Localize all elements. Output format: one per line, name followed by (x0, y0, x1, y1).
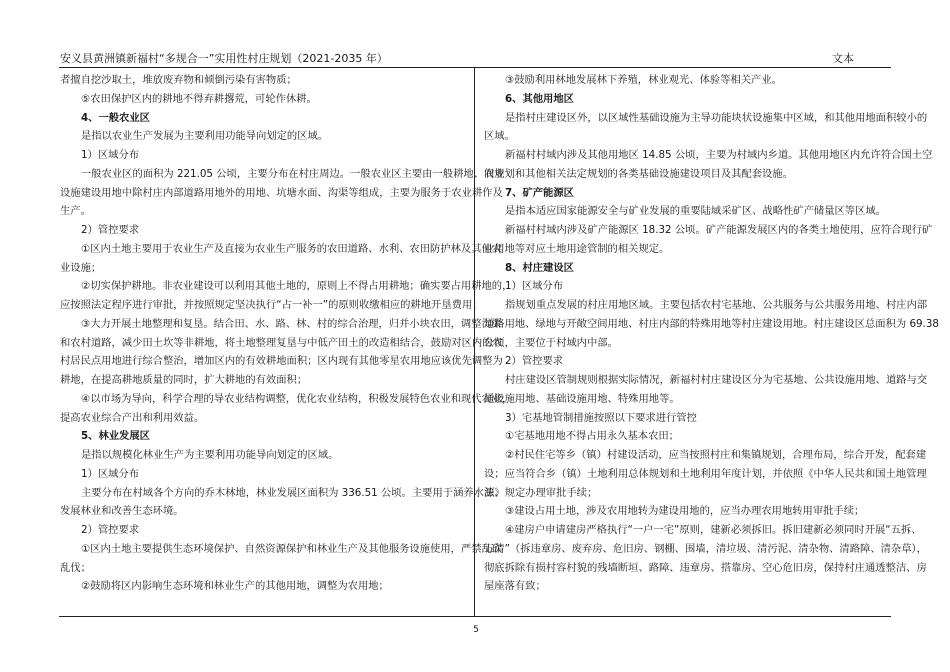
paragraph-line: 应按照法定程序进行审批，并按照规定坚决执行“占一补一”的原则收缴相应的耕地开垦费用； (60, 299, 483, 311)
document-header-title: 安义县黄洲镇新福村“多规合一”实用性村庄规划（2021-2035 年） (60, 52, 388, 65)
paragraph-line: 2）管控要求 (81, 224, 140, 236)
paragraph-line: ⑤农田保护区内的耕地不得弃耕撂荒，可轮作休耕。 (81, 92, 317, 105)
paragraph-line: ③鼓励利用林地发展林下养殖，林业观光、体验等相关产业。 (505, 74, 782, 86)
footer-rule (59, 616, 891, 617)
paragraph-line: 新福村村域内涉及其他用地区 14.85 公顷，主要为村域内乡道。其他用地区内允许符合国土空 (505, 149, 933, 161)
paragraph-line: ④以市场为导向，科学合理的导农业结构调整，优化农业结构，积极发展特色农业和现代农业， (81, 392, 513, 405)
paragraph-line: 提高农业综合产出和利用效益。 (60, 411, 205, 424)
paragraph-line: 设；应当符合乡（镇）土地利用总体规划和土地利用年度计划，并依照《中华人民共和国土地管理 (484, 467, 927, 480)
document-type-label: 文本 (832, 52, 854, 65)
right-column (484, 71, 939, 596)
paragraph-line: 2）管控要求 (81, 524, 140, 536)
paragraph-line: 一般农业区的面积为 221.05 公顷，主要分布在村庄周边。一般农业区主要由一般耕地、农业 (81, 167, 505, 180)
paragraph-line: ④建房户申请建房严格执行“一户一宅”原则，建新必须拆旧。拆旧建新必须同时开展“五拆、 (505, 524, 922, 536)
paragraph-line: 者擅自挖沙取土，堆放废弃物和倾倒污染有害物质； (60, 74, 297, 86)
paragraph-line: 间规划和其他相关法定规划的各类基础设施建设项目及其配套设施。 (484, 167, 793, 180)
paragraph-line: 和农村道路，减少田土坎等非耕地，将土地整理复垦与中低产田土的改造相结合，鼓励对区内的农 (60, 336, 503, 349)
section-heading: 5、林业发展区 (81, 430, 150, 443)
paragraph-line: 发展林业和改善生态环境。 (60, 505, 184, 518)
paragraph-line: ②村民住宅等乡（镇）村建设活动，应当按照村庄和集镇规划，合理布局，综合开发，配套建 (505, 449, 927, 461)
section-heading: 8、村庄建设区 (505, 261, 574, 274)
paragraph-line: 是指以规模化林业生产为主要利用功能导向划定的区域。 (81, 449, 339, 461)
paragraph-line: ②鼓励将区内影响生态环境和林业生产的其他用地，调整为农用地； (81, 580, 389, 593)
paragraph-line: 区域。 (484, 130, 515, 143)
paragraph-line: 业设施； (60, 261, 102, 274)
paragraph-line: 1）区域分布 (505, 280, 564, 293)
section-heading: 6、其他用地区 (505, 92, 574, 105)
column-divider (474, 68, 475, 616)
paragraph-line: ③大力开展土地整理和复垦。结合田、水、路、林、村的综合治理，归并小块农田，调整沟渠 (81, 317, 503, 330)
paragraph-line: ①区内土地主要用于农业生产及直接为农业生产服务的农田道路、水利、农田防护林及其他农 (81, 242, 503, 255)
header-rule (59, 67, 891, 68)
paragraph-line: 设施建设用地中除村庄内部道路用地外的用地、坑塘水面、沟渠等组成，主要为服务于农业耕作及 (60, 186, 503, 199)
paragraph-line: 村庄建设区管制规则根据实际情况，新福村村庄建设区分为宅基地、公共设施用地、道路与交 (505, 374, 928, 386)
paragraph-line: 业用地等对应土地用途管制的相关规定。 (484, 242, 670, 255)
paragraph-line: ①区内土地主要提供生态环境保护、自然资源保护和林业生产及其他服务设施使用，严禁乱砍 (81, 542, 503, 555)
paragraph-line: 公顷，主要位于村域内中部。 (484, 336, 618, 349)
paragraph-line: 彻底拆除有损村容村貌的残墙断垣、路障、违章房、搭靠房、空心危旧房，保持村庄通透整洁、房 (484, 561, 927, 574)
paragraph-line: 屋座落有致； (484, 580, 546, 593)
paragraph-line: 乱伐； (60, 561, 91, 574)
paragraph-line: ③建设占用土地，涉及农用地转为建设用地的，应当办理农用地转用审批手续； (505, 505, 865, 518)
paragraph-line: 村居民点用地进行综合整治，增加区内的有效耕地面积；区内现有其他零星农用地应该优先调整为 (60, 355, 503, 368)
page-number: 5 (473, 625, 479, 635)
paragraph-line: 道路用地、绿地与开敞空间用地、村庄内部的特殊用地等村庄建设用地。村庄建设区总面积为 69.38 (484, 317, 939, 330)
paragraph-line: 是指村庄建设区外，以区域性基础设施为主导功能块状设施集中区域，和其他用地面积较小的 (505, 111, 928, 124)
section-heading: 7、矿产能源区 (505, 186, 574, 199)
paragraph-line: 五清”（拆违章房、废弃房、危旧房、钢棚、围墙，清垃圾、清污泥、清杂物、清路障、清杂草）， (484, 542, 927, 555)
paragraph-line: 是指本适应国家能源安全与矿业发展的重要陆域采矿区、战略性矿产储量区等区域。 (505, 205, 886, 218)
section-heading: 4、一般农业区 (81, 111, 150, 124)
left-column (60, 71, 513, 596)
paragraph-line: 2）管控要求 (505, 355, 564, 368)
paragraph-line: 3）宅基地管制措施按照以下要求进行管控 (505, 411, 697, 424)
paragraph-line: 耕地，在提高耕地质量的同时，扩大耕地的有效面积； (60, 374, 308, 386)
paragraph-line: ①宅基地用地不得占用永久基本农田； (505, 430, 679, 443)
paragraph-line: 1）区域分布 (81, 467, 140, 480)
paragraph-line: 是指以农业生产发展为主要利用功能导向划定的区域。 (81, 130, 329, 143)
paragraph-line: 法》规定办理审批手续； (484, 486, 598, 499)
paragraph-line: 指规划重点发展的村庄用地区域。主要包括农村宅基地、公共服务与公共服务用地、村庄内部 (505, 299, 928, 311)
paragraph-line: 主要分布在村域各个方向的乔木林地，林业发展区面积为 336.51 公顷。主要用于涵养水源、 (81, 486, 505, 499)
paragraph-line: 生产。 (60, 205, 91, 218)
paragraph-line: 通设施用地、基础设施用地、特殊用地等。 (484, 392, 680, 405)
paragraph-line: ②切实保护耕地。非农业建设可以利用其他土地的，原则上不得占用耕地；确实要占用耕地的， (81, 280, 513, 293)
paragraph-line: 新福村村域内涉及矿产能源区 18.32 公顷。矿产能源发展区内的各类土地使用，应符合现行矿 (505, 224, 933, 236)
paragraph-line: 1）区域分布 (81, 149, 140, 161)
